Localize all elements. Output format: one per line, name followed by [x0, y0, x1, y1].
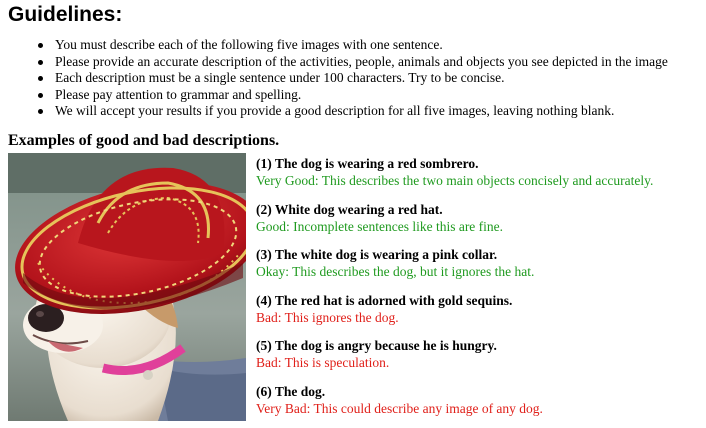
guideline-text: Please provide an accurate description of the activities, people, animals and objects you see depicted in the image — [55, 54, 668, 69]
example-description: (4) The red hat is adorned with gold sequins. — [256, 292, 653, 309]
guidelines-list — [38, 37, 668, 120]
bullet-icon — [38, 60, 43, 65]
guideline-item — [38, 103, 668, 120]
guideline-text: Please pay attention to grammar and spelling. — [55, 87, 301, 102]
example-description: (2) White dog wearing a red hat. — [256, 201, 653, 218]
bullet-icon — [38, 109, 43, 114]
example-description: (1) The dog is wearing a red sombrero. — [256, 155, 653, 172]
example-item — [256, 246, 653, 292]
bullet-icon — [38, 76, 43, 81]
bullet-icon — [38, 93, 43, 98]
guideline-item — [38, 70, 668, 87]
guideline-text: We will accept your results if you provide a good description for all five images, leaving nothing blank. — [55, 103, 614, 118]
example-dog-photo — [8, 153, 246, 421]
example-verdict-good: Good: Incomplete sentences like this are fine. — [256, 218, 653, 235]
example-item — [256, 337, 653, 383]
example-description: (3) The white dog is wearing a pink collar. — [256, 246, 653, 263]
guideline-item — [38, 87, 668, 104]
guidelines-heading: Guidelines: — [8, 2, 122, 28]
example-item — [256, 201, 653, 247]
examples-heading: Examples of good and bad descriptions. — [8, 131, 279, 151]
example-verdict-bad: Bad: This is speculation. — [256, 354, 653, 371]
example-description: (6) The dog. — [256, 383, 653, 400]
example-item — [256, 383, 653, 428]
example-verdict-good: Okay: This describes the dog, but it ignores the hat. — [256, 263, 653, 280]
example-verdict-bad: Very Bad: This could describe any image of any dog. — [256, 400, 653, 417]
examples-list — [256, 155, 653, 428]
guideline-item — [38, 54, 668, 71]
guideline-text: You must describe each of the following five images with one sentence. — [55, 37, 443, 52]
example-verdict-bad: Bad: This ignores the dog. — [256, 309, 653, 326]
example-verdict-good: Very Good: This describes the two main objects concisely and accurately. — [256, 172, 653, 189]
example-item — [256, 292, 653, 338]
bullet-icon — [38, 43, 43, 48]
example-item — [256, 155, 653, 201]
guideline-text: Each description must be a single sentence under 100 characters. Try to be concise. — [55, 70, 505, 85]
guideline-item — [38, 37, 668, 54]
example-description: (5) The dog is angry because he is hungry. — [256, 337, 653, 354]
